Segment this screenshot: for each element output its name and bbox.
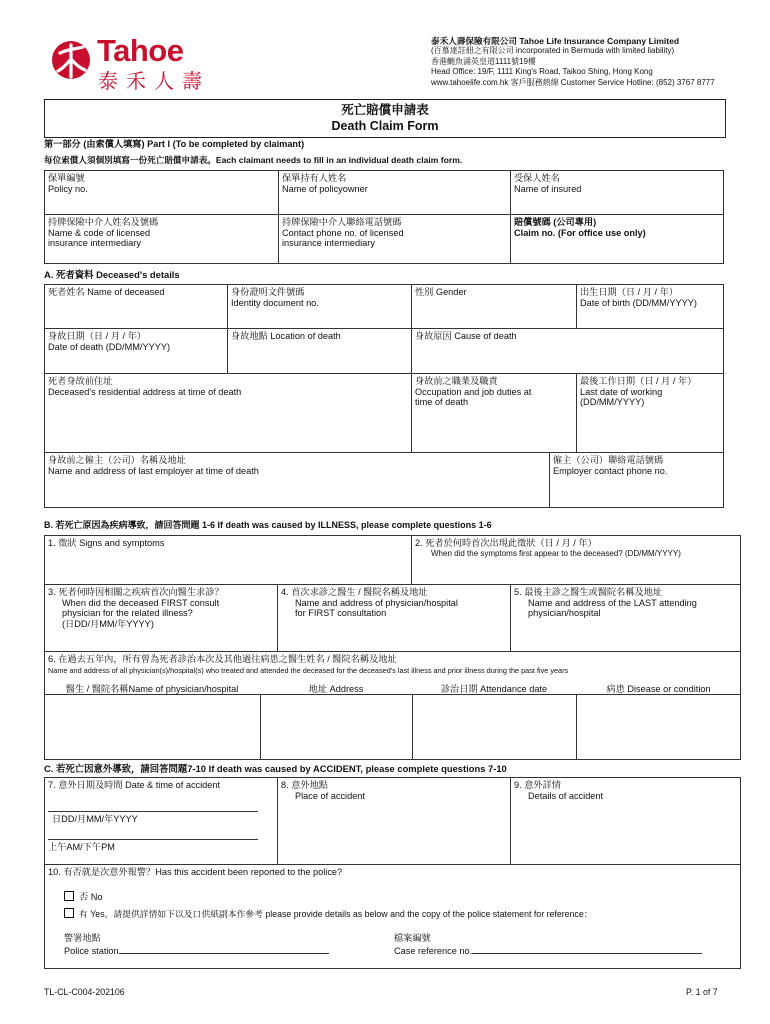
physician-address-input[interactable] [260,694,413,760]
employer-phone-label-en: Employer contact phone no. [553,465,668,476]
disease-input[interactable] [576,694,741,760]
intermediary-phone-label-cn: 持牌保險中介人聯絡電話號碼 [282,217,402,227]
accident-details-label-en: Details of accident [528,790,604,801]
dod-field[interactable] [44,328,228,374]
intermediary-field[interactable] [44,214,279,264]
attendance-date-input[interactable] [412,694,577,760]
policy-no-label-cn: 保單編號 [48,173,85,183]
case-reference-line [472,944,702,954]
dob-label-en: Date of birth (DD/MM/YYYY) [580,297,697,308]
occupation-label-en1: Occupation and job duties at [415,386,532,397]
location-of-death-field[interactable] [227,328,412,374]
insured-label-en: Name of insured [514,183,582,194]
physicians-history-label-en: Name and address of all physician(s)/hospital(s) who treated and attended the deceased for the deceased's last illness and prior illness during the past five years [48,665,569,675]
last-working-date-label-cn: 最後工作日期（日 / 月 / 年） [580,376,697,386]
accident-date-format: 日DD/月MM/年YYYY [52,814,138,825]
dod-label-cn: 身故日期（日 / 月 / 年） [48,331,147,341]
section-a-heading: A. 死者資料 Deceased's details [44,269,180,280]
accident-place-label-en: Place of accident [295,790,365,801]
intermediary-label-cn: 持牌保險中介人姓名及號碼 [48,217,159,227]
police-report-no-option[interactable] [64,891,103,903]
accident-place-field[interactable] [277,777,511,865]
case-reference-field[interactable] [394,933,702,956]
form-title-en: Death Claim Form [331,119,439,134]
employer-address-label-en: Name and address of last employer at time of death [48,465,259,476]
symptoms-field[interactable] [44,535,412,585]
part1-subheading: 每位索償人須個別填寫一份死亡賠償申請表。Each claimant needs to fill in an individual death claim form. [44,155,463,165]
no-label: 否 No [79,892,103,902]
case-reference-label-en: Case reference no. [394,945,473,956]
form-title [44,99,726,138]
col-attendance-date: 診治日期 Attendance date [440,684,548,694]
symptoms-date-label-en: When did the symptoms first appear to the deceased? (DD/MM/YYYY) [431,548,681,558]
policyowner-field[interactable] [278,170,511,215]
brand-name-en: Tahoe [97,33,184,68]
policy-no-field[interactable] [44,170,279,215]
last-physician-label-cn: 5. 最後主診之醫生或醫院名稱及地址 [514,587,663,597]
first-consult-label-en2: physician for the related illness? [62,608,193,619]
claim-no-label-en: Claim no. (For office use only) [514,227,646,238]
col-disease: 病患 Disease or condition [606,684,711,694]
dob-label-cn: 出生日期（日 / 月 / 年） [580,287,679,297]
employer-phone-field[interactable] [549,452,724,508]
first-physician-label-en2: for FIRST consultation [295,608,387,619]
intermediary-label-en2: insurance intermediary [48,238,141,249]
company-info [431,36,731,88]
accident-time-format: 上午AM/下午PM [48,842,115,853]
company-incorporation: (百慕達註冊之有限公司 incorporated in Bermuda with limited liability) [431,46,675,56]
part1-heading: 第一部分 (由索償人填寫) Part I (To be completed by claimant) [44,139,305,149]
physician-name-input[interactable] [44,694,261,760]
form-title-cn: 死亡賠償申請表 [341,103,429,117]
yes-checkbox[interactable] [64,908,74,918]
intermediary-phone-field[interactable] [278,214,511,264]
accident-details-field[interactable] [510,777,741,865]
intermediary-phone-label-en1: Contact phone no. of licensed [282,227,404,238]
first-consult-label-en3: (日DD/月MM/年YYYY) [62,618,154,629]
employer-phone-label-cn: 僱主（公司）聯絡電話號碼 [553,455,664,465]
page-number: P. 1 of 7 [686,987,718,997]
police-station-line [119,944,329,954]
symptoms-date-label-cn: 2. 死者於何時首次出現此徵狀（日 / 月 / 年） [415,538,597,548]
gender-field[interactable] [411,284,577,329]
physicians-history-label-cn: 6. 在過去五年內，所有曾為死者診治本次及其他過往病患之醫生姓名 / 醫院名稱及地址 [48,654,397,664]
last-physician-label-en2: physician/hospital [528,608,601,619]
insured-label-cn: 受保人姓名 [514,173,560,183]
first-consult-date-field[interactable] [44,584,278,652]
police-report-yes-option[interactable] [64,908,593,919]
gender-label: 性別 Gender [415,287,467,297]
policyowner-label-en: Name of policyowner [282,183,368,194]
deceased-address-label-cn: 死者身故前住址 [48,376,113,386]
deceased-address-field[interactable] [44,373,412,453]
deceased-name-label: 死者姓名 Name of deceased [48,287,165,297]
insured-field[interactable] [510,170,724,215]
last-working-date-label-en1: Last date of working [580,386,663,397]
intermediary-label-en1: Name & code of licensed [48,227,151,238]
claim-no-field[interactable] [510,214,724,264]
employer-address-field[interactable] [44,452,550,508]
identity-no-field[interactable] [227,284,412,329]
accident-place-label-cn: 8. 意外地點 [281,780,328,790]
yes-label: 有 Yes，請提供詳情如下以及口供紙副本作參考 please provide details as below and the copy of the police statement for reference： [79,909,593,919]
deceased-address-label-en: Deceased's residential address at time of death [48,386,242,397]
case-reference-label-cn: 檔案編號 [394,933,431,943]
identity-no-label-cn: 身份證明文件號碼 [231,287,305,297]
occupation-label-cn: 身故前之職業及職責 [415,376,498,386]
employer-address-label-cn: 身故前之僱主（公司）名稱及地址 [48,455,186,465]
tahoe-logo-icon [50,35,92,85]
cause-of-death-label: 身故原因 Cause of death [415,331,517,341]
first-physician-label-en1: Name and address of physician/hospital [295,597,458,608]
identity-no-label-en: Identity document no. [231,297,319,308]
last-physician-field[interactable] [510,584,741,652]
occupation-field[interactable] [411,373,577,453]
police-station-label-en: Police station [64,945,119,956]
location-of-death-label: 身故地點 Location of death [231,331,341,341]
police-station-label-cn: 警署地點 [64,933,101,943]
section-c-heading: C. 若死亡因意外導致，請回答問題7-10 If death was caused by ACCIDENT, please complete questions 7-10 [44,763,507,774]
policyowner-label-cn: 保單持有人姓名 [282,173,347,183]
police-station-field[interactable] [64,933,329,956]
first-consult-label-en1: When did the deceased FIRST consult [62,597,220,608]
company-name: 泰禾人壽保險有限公司 Tahoe Life Insurance Company Limited [431,36,680,46]
last-working-date-label-en2: (DD/MM/YYYY) [580,397,645,408]
first-physician-field[interactable] [277,584,511,652]
first-physician-label-cn: 4. 首次求診之醫生 / 醫院名稱及地址 [281,587,428,597]
intermediary-phone-label-en2: insurance intermediary [282,238,375,249]
company-hotline: www.tahoelife.com.hk 客戶服務熱線 Customer Service Hotline: (852) 3767 8777 [431,77,715,87]
last-physician-label-en1: Name and address of the LAST attending [528,597,697,608]
occupation-label-en2: time of death [415,397,469,408]
brand-name-cn: 泰禾人壽 [98,69,210,93]
first-consult-label-cn: 3. 死者何時因相關之疾病首次向醫生求診？ [48,587,224,597]
no-checkbox[interactable] [64,891,74,901]
form-code: TL-CL-C004-202106 [44,987,125,997]
accident-date-line [48,791,258,812]
accident-datetime-field[interactable] [44,777,278,865]
col-physician-name: 醫生 / 醫院名稱Name of physician/hospital [65,684,239,694]
cause-of-death-field[interactable] [411,328,724,374]
claim-no-label-cn: 賠償號碼 (公司專用) [514,217,597,227]
policy-no-label-en: Policy no. [48,183,88,194]
last-working-date-field[interactable] [576,373,724,453]
company-address-en: Head Office: 19/F, 1111 King's Road, Taikoo Shing, Hong Kong [431,67,653,77]
accident-time-line [48,825,258,840]
dod-label-en: Date of death (DD/MM/YYYY) [48,341,171,352]
accident-details-label-cn: 9. 意外詳情 [514,780,561,790]
company-address-cn: 香港鰂魚涌英皇道1111號19樓 [431,56,536,66]
col-address: 地址 Address [308,684,364,694]
section-b-heading: B. 若死亡原因為疾病導致，請回答問題 1-6 If death was caused by ILLNESS, please complete questions 1-6 [44,520,492,530]
dob-field[interactable] [576,284,724,329]
symptoms-date-field[interactable] [411,535,741,585]
police-report-question: 10. 有否就是次意外報警？Has this accident been reported to the police? [48,867,343,877]
accident-datetime-label: 7. 意外日期及時間 Date & time of accident [48,780,221,790]
deceased-name-field[interactable] [44,284,228,329]
symptoms-label: 1. 徵狀 Signs and symptoms [48,538,165,548]
